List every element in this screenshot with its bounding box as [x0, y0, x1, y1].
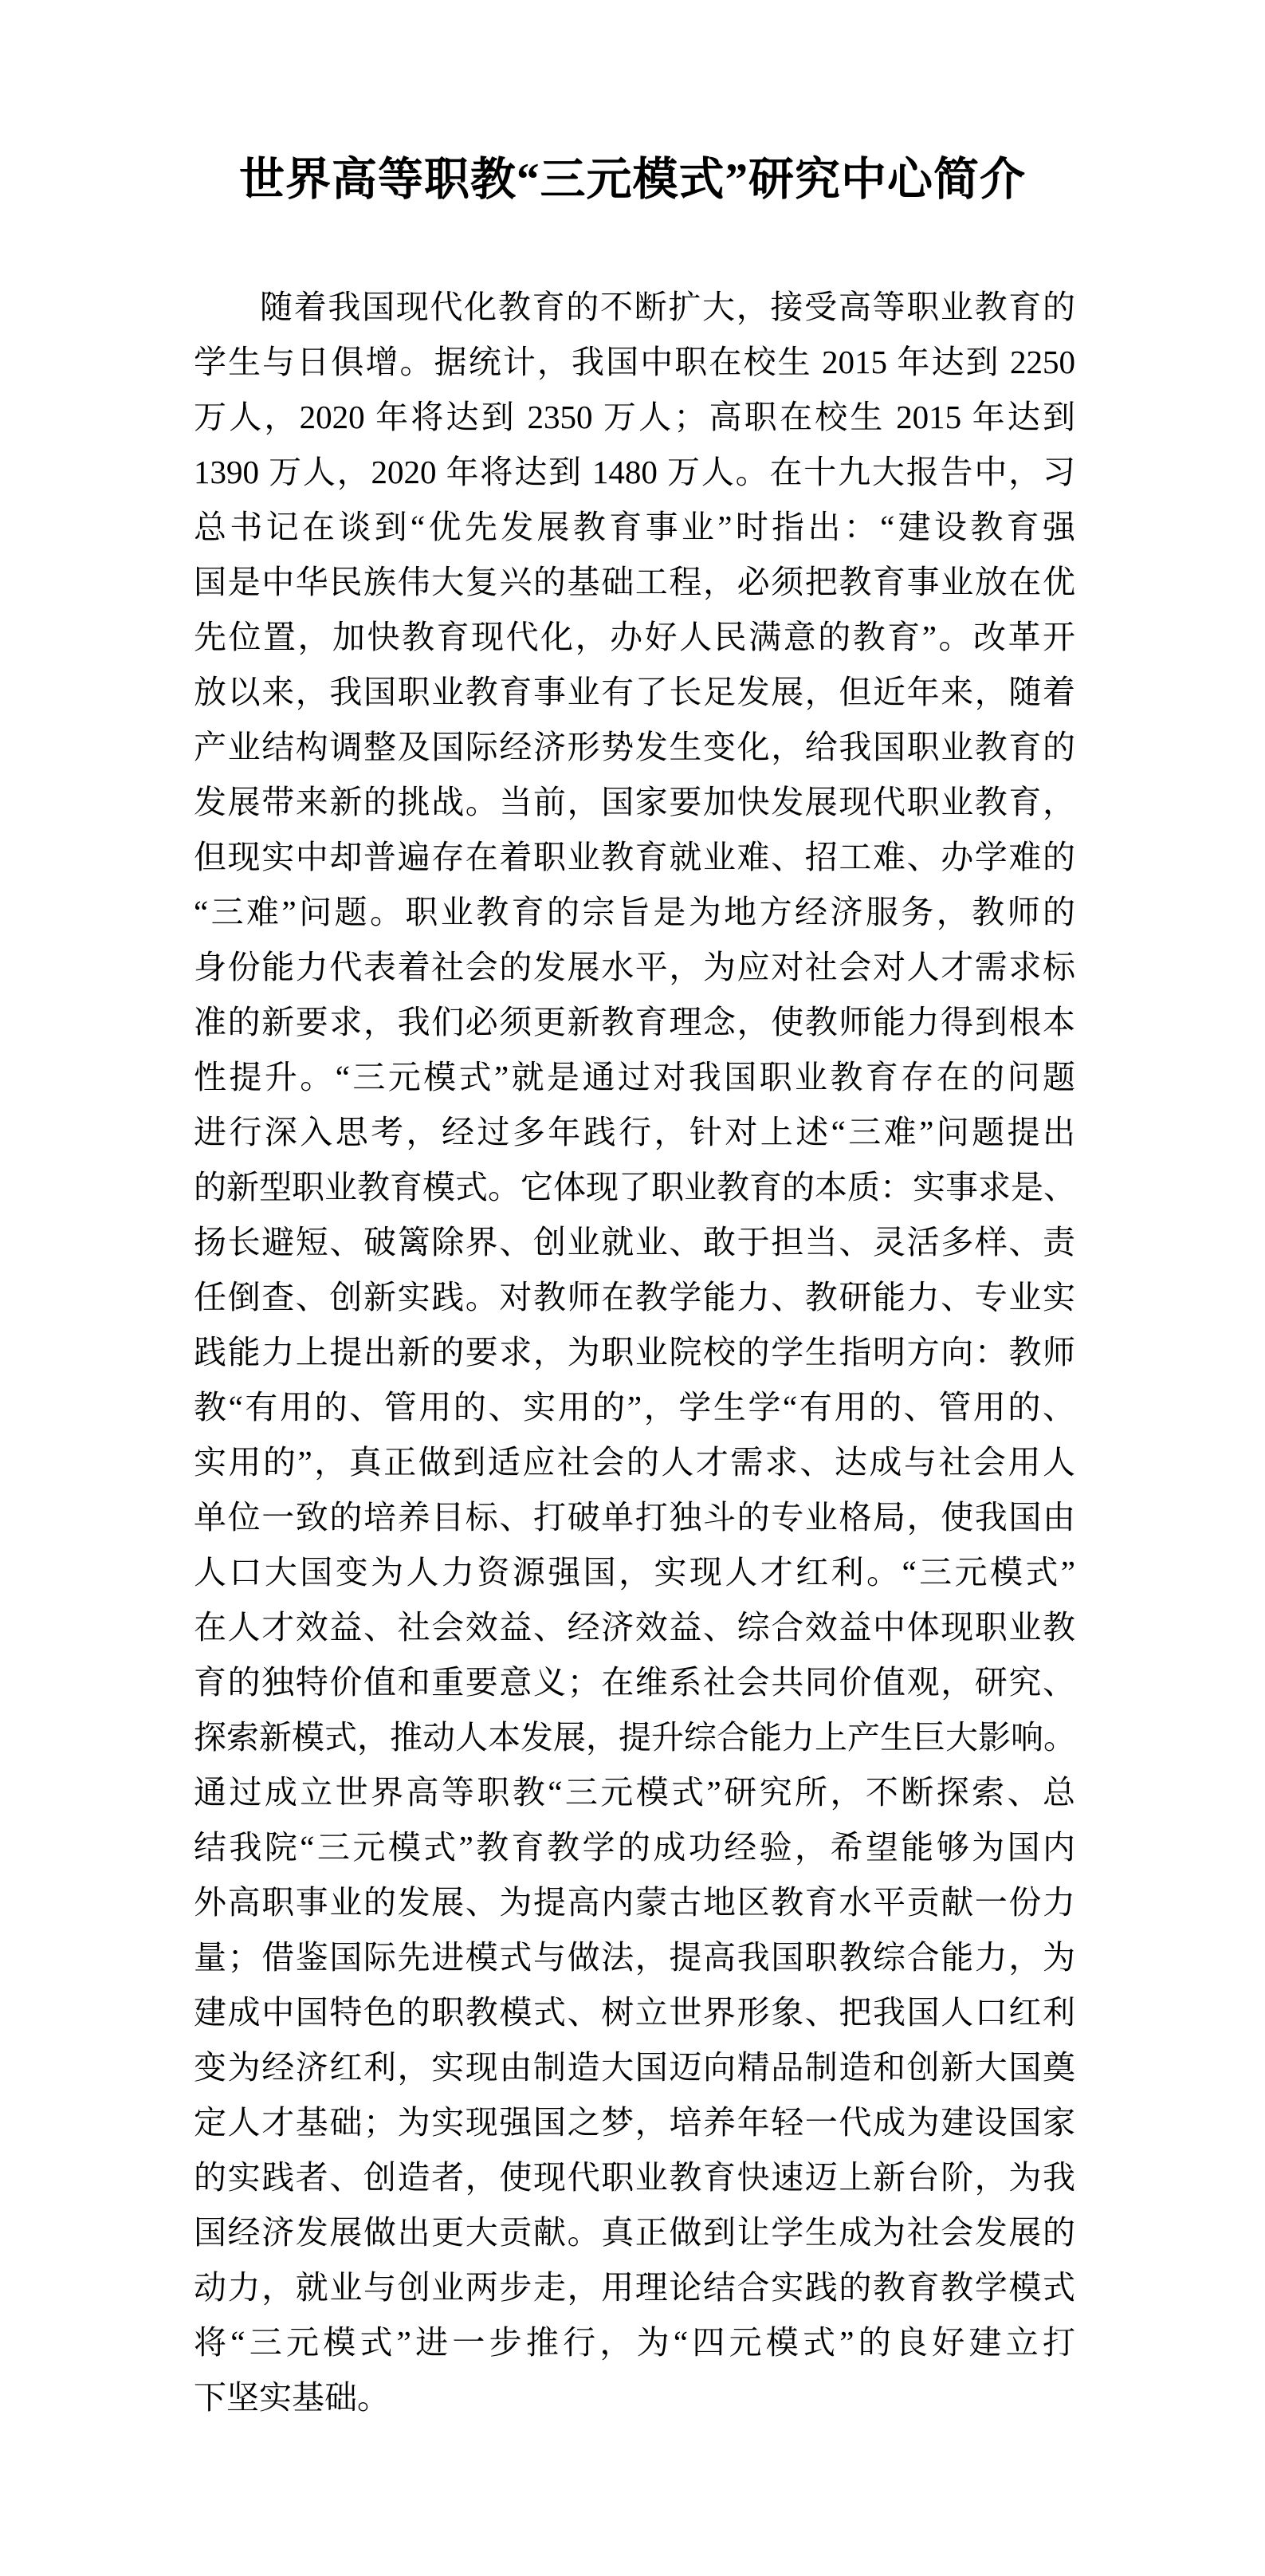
text-line: 外高职事业的发展、为提高内蒙古地区教育水平贡献一份力 [194, 1884, 1075, 1921]
text-line: 实用的”，真正做到适应社会的人才需求、达成与社会用人 [194, 1444, 1075, 1481]
text-line: 发展带来新的挑战。当前，国家要加快发展现代职业教育， [194, 784, 1075, 820]
text-line: 国经济发展做出更大贡献。真正做到让学生成为社会发展的 [194, 2214, 1075, 2251]
text-line: 将“三元模式”进一步推行，为“四元模式”的良好建立打 [194, 2324, 1075, 2361]
text-line: 下坚实基础。 [194, 2379, 390, 2416]
text-line: 扬长避短、破篱除界、创业就业、敢于担当、灵活多样、责 [194, 1224, 1075, 1260]
text-line: 定人才基础；为实现强国之梦，培养年轻一代成为建设国家 [194, 2104, 1075, 2141]
text-line: 变为经济红利，实现由制造大国迈向精品制造和创新大国奠 [194, 2049, 1075, 2086]
text-line: 1390 万人，2020 年将达到 1480 万人。在十九大报告中，习 [194, 454, 1075, 490]
text-line: 产业结构调整及国际经济形势发生变化，给我国职业教育的 [194, 729, 1075, 765]
text-line: 的实践者、创造者，使现代职业教育快速迈上新台阶，为我 [194, 2159, 1075, 2196]
text-line: 随着我国现代化教育的不断扩大，接受高等职业教育的 [260, 289, 1075, 325]
text-line: 建成中国特色的职教模式、树立世界形象、把我国人口红利 [194, 1994, 1075, 2031]
text-line: 通过成立世界高等职教“三元模式”研究所，不断探索、总 [194, 1774, 1075, 1811]
text-line: 探索新模式，推动人本发展，提升综合能力上产生巨大影响。 [194, 1719, 1076, 1756]
text-line: 的新型职业教育模式。它体现了职业教育的本质：实事求是、 [194, 1169, 1076, 1205]
text-line: 准的新要求，我们必须更新教育理念，使教师能力得到根本 [194, 1004, 1075, 1040]
text-line: 单位一致的培养目标、打破单打独斗的专业格局，使我国由 [194, 1499, 1075, 1536]
text-line: 身份能力代表着社会的发展水平，为应对社会对人才需求标 [194, 949, 1075, 985]
text-line: 放以来，我国职业教育事业有了长足发展，但近年来，随着 [194, 674, 1075, 710]
text-line: 任倒查、创新实践。对教师在教学能力、教研能力、专业实 [194, 1279, 1075, 1316]
text-line: 国是中华民族伟大复兴的基础工程，必须把教育事业放在优 [194, 564, 1075, 600]
document-body [194, 280, 1075, 2425]
text-line: 性提升。“三元模式”就是通过对我国职业教育存在的问题 [194, 1059, 1075, 1095]
text-line: 但现实中却普遍存在着职业教育就业难、招工难、办学难的 [194, 839, 1075, 875]
text-line: 总书记在谈到“优先发展教育事业”时指出：“建设教育强 [194, 509, 1075, 545]
document-title: 世界高等职教“三元模式”研究中心简介 [239, 155, 1026, 205]
text-line: 学生与日俱增。据统计，我国中职在校生 2015 年达到 2250 [194, 344, 1075, 380]
text-line: 人口大国变为人力资源强国，实现人才红利。“三元模式” [194, 1554, 1075, 1591]
text-line: 践能力上提出新的要求，为职业院校的学生指明方向：教师 [194, 1334, 1075, 1371]
text-line: 先位置，加快教育现代化，办好人民满意的教育”。改革开 [194, 619, 1075, 655]
text-line: “三难”问题。职业教育的宗旨是为地方经济服务，教师的 [194, 894, 1075, 930]
text-line: 教“有用的、管用的、实用的”，学生学“有用的、管用的、 [194, 1389, 1075, 1426]
text-line: 量；借鉴国际先进模式与做法，提高我国职教综合能力，为 [194, 1939, 1075, 1976]
text-line: 结我院“三元模式”教育教学的成功经验，希望能够为国内 [194, 1829, 1075, 1866]
text-line: 在人才效益、社会效益、经济效益、综合效益中体现职业教 [194, 1609, 1075, 1646]
text-line: 动力，就业与创业两步走，用理论结合实践的教育教学模式 [194, 2269, 1075, 2306]
text-line: 进行深入思考，经过多年践行，针对上述“三难”问题提出 [194, 1114, 1075, 1150]
text-line: 万人，2020 年将达到 2350 万人；高职在校生 2015 年达到 [194, 399, 1075, 435]
text-line: 育的独特价值和重要意义；在维系社会共同价值观，研究、 [194, 1664, 1075, 1701]
